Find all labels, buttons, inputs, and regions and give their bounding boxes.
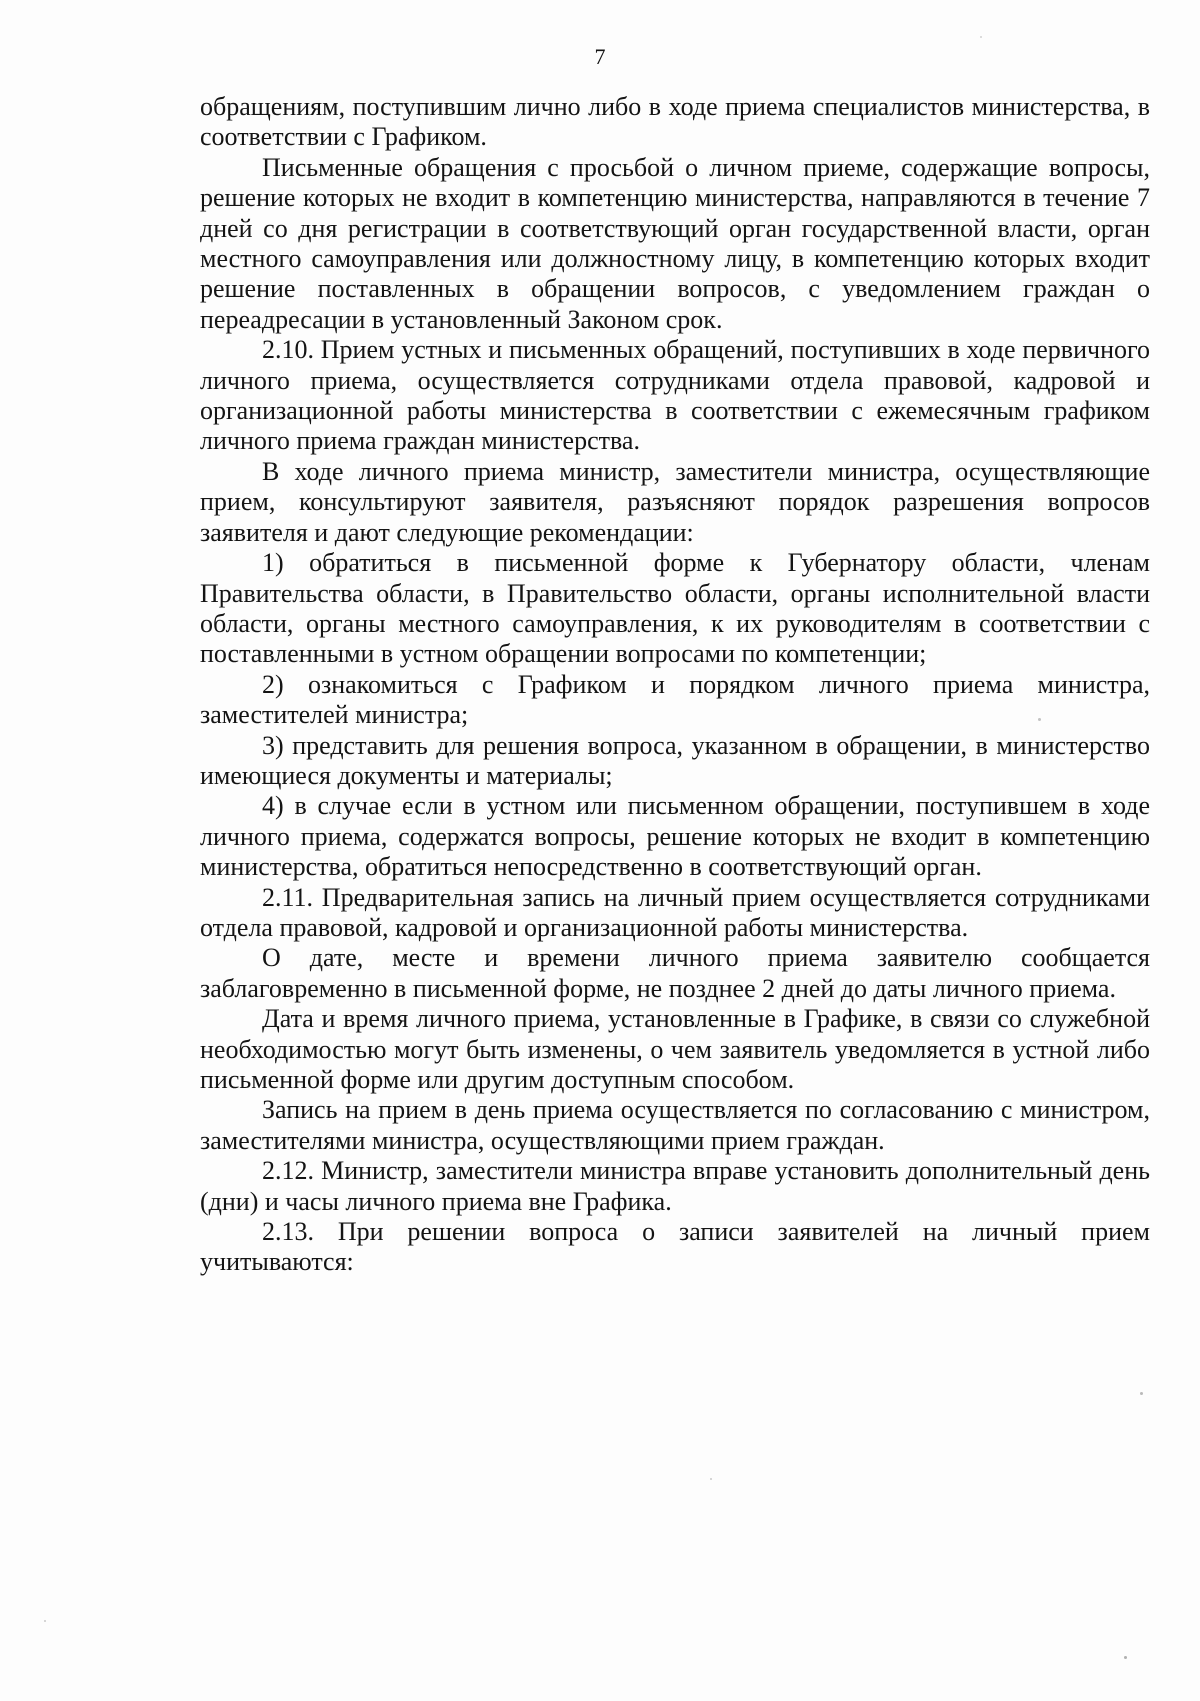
paragraph-same-day-booking: Запись на прием в день приема осуществляется по согласованию с министром, заместителями министра, осуществляющими прием граждан. <box>200 1095 1150 1155</box>
list-item-1: 1) обратиться в письменной форме к Губернатору области, членам Правительства области, в Правительство области, органы исполнительной власти области, органы местного самоуправления, к их руководителям в соответствии с поставленными в устном обращении вопросами по компетенции; <box>200 548 1150 669</box>
paragraph-schedule-changes: Дата и время личного приема, установленные в Графике, в связи со служебной необходимостью могут быть изменены, о чем заявитель уведомляется в устной либо письменной форме или другим доступным способом. <box>200 1004 1150 1094</box>
scan-speck <box>710 1478 712 1480</box>
scan-speck <box>1038 718 1041 721</box>
scan-speck <box>44 1620 46 1622</box>
paragraph-2-12: 2.12. Министр, заместители министра вправе установить дополнительный день (дни) и часы личного приема вне Графика. <box>200 1156 1150 1216</box>
paragraph-date-notification: О дате, месте и времени личного приема заявителю сообщается заблаговременно в письменной форме, не позднее 2 дней до даты личного приема. <box>200 943 1150 1003</box>
paragraph-continuation: обращениям, поступившим лично либо в ходе приема специалистов министерства, в соответствии с Графиком. <box>200 92 1150 152</box>
scan-speck <box>980 36 982 38</box>
paragraph-2-11: 2.11. Предварительная запись на личный прием осуществляется сотрудниками отдела правовой, кадровой и организационной работы министерства. <box>200 882 1150 942</box>
paragraph-2-13: 2.13. При решении вопроса о записи заявителей на личный прием учитываются: <box>200 1217 1150 1277</box>
paragraph-written-appeals: Письменные обращения с просьбой о личном приеме, содержащие вопросы, решение которых не входит в компетенцию министерства, направляются в течение 7 дней со дня регистрации в соответствующий орган государственной власти, орган местного самоуправления или должностному лицу, в компетенцию которых входит решение поставленных в обращении вопросов, с уведомлением граждан о переадресации в установленный Законом срок. <box>200 152 1150 334</box>
list-item-4: 4) в случае если в устном или письменном обращении, поступившем в ходе личного приема, содержатся вопросы, решение которых не входит в компетенцию министерства, обратиться непосредственно в соответствующий орган. <box>200 791 1150 882</box>
document-body <box>200 92 1150 1278</box>
list-item-2: 2) ознакомиться с Графиком и порядком личного приема министра, заместителей министра; <box>200 669 1150 730</box>
scan-speck <box>1140 1392 1143 1395</box>
paragraph-2-10: 2.10. Прием устных и письменных обращений, поступивших в ходе первичного личного приема, осуществляется сотрудниками отдела правовой, кадровой и организационной работы министерства в соответствии с ежемесячным графиком личного приема граждан министерства. <box>200 335 1150 456</box>
paragraph-reception-recommendations: В ходе личного приема министр, заместители министра, осуществляющие прием, консультируют заявителя, разъясняют порядок разрешения вопросов заявителя и дают следующие рекомендации: <box>200 456 1150 547</box>
scan-speck <box>1124 1656 1127 1659</box>
page-number: 7 <box>594 44 606 69</box>
list-item-3: 3) представить для решения вопроса, указанном в обращении, в министерство имеющиеся документы и материалы; <box>200 730 1150 790</box>
